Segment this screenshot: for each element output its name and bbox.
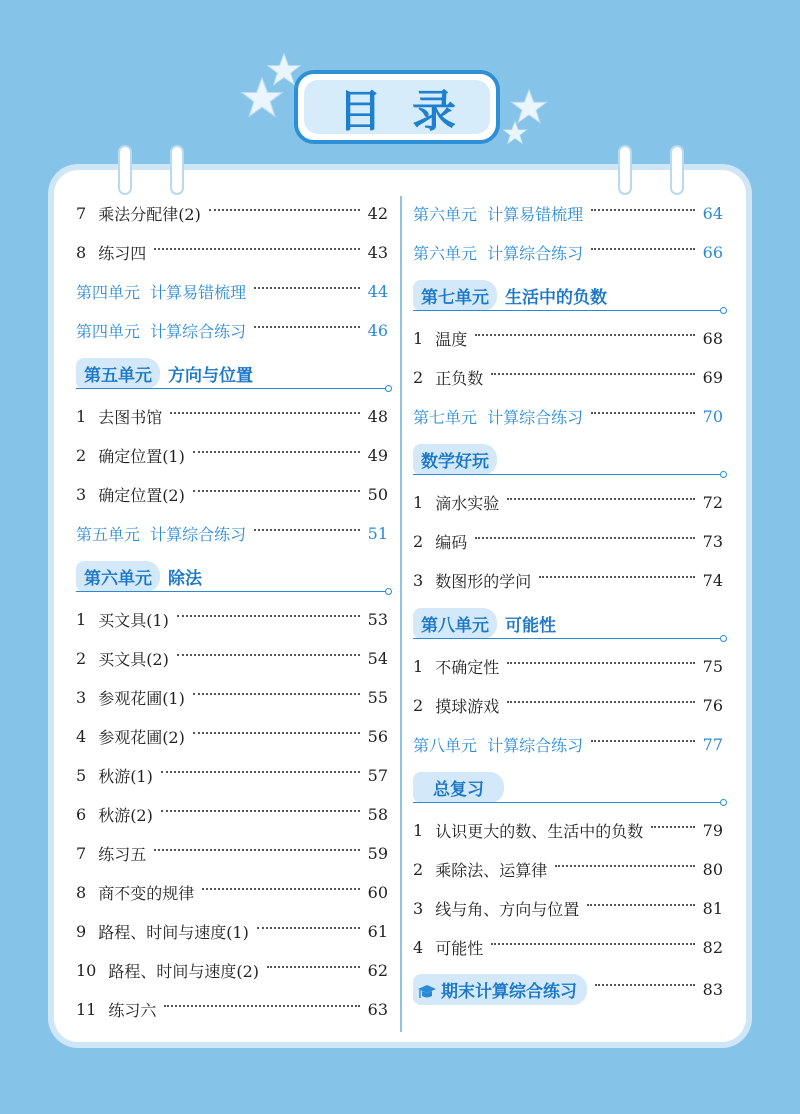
leader-dots: [202, 888, 359, 890]
title-box: [294, 70, 500, 144]
page-number: 46: [367, 321, 388, 340]
entry-label: 确定位置(2): [98, 486, 185, 505]
toc-entry[interactable]: [76, 475, 388, 514]
page-number: 73: [702, 532, 723, 551]
toc-entry[interactable]: [413, 561, 723, 600]
section-header: [76, 557, 388, 596]
entry-label: 确定位置(1): [98, 447, 185, 466]
leader-dots: [555, 865, 694, 867]
section-title: 除法: [168, 569, 202, 589]
page-number: 83: [702, 979, 723, 999]
entry-label: 买文具(2): [98, 650, 169, 669]
page-title: 目录: [338, 86, 486, 137]
entry-number: 1: [413, 493, 424, 512]
entry-label: 第六单元 计算综合练习: [413, 244, 584, 263]
toc-entry[interactable]: [76, 873, 388, 912]
entry-label: 乘除法、运算律: [435, 861, 548, 880]
page-number: 43: [367, 243, 388, 262]
leader-dots: [475, 334, 694, 336]
section-tag: 第八单元: [413, 608, 497, 639]
page-number: 51: [367, 524, 388, 543]
entry-label: 第八单元 计算综合练习: [413, 736, 584, 755]
entry-label: 第六单元 计算易错梳理: [413, 205, 584, 224]
toc-entry[interactable]: [413, 725, 723, 764]
leader-dots: [164, 1005, 359, 1007]
entry-label: 参观花圃(1): [98, 689, 185, 708]
page-number: 54: [367, 649, 388, 668]
leader-dots: [254, 326, 359, 328]
toc-entry[interactable]: [76, 717, 388, 756]
binder-ring: [118, 145, 132, 195]
section-header: [413, 768, 723, 807]
page-number: 49: [367, 446, 388, 465]
leader-dots: [491, 943, 694, 945]
page-number: 74: [702, 571, 723, 590]
leader-dots: [254, 287, 359, 289]
toc-left-column: [76, 194, 388, 1029]
toc-entry[interactable]: [76, 194, 388, 233]
entry-label: 参观花圃(2): [98, 728, 185, 747]
entry-number: 1: [413, 657, 424, 676]
toc-entry[interactable]: [413, 483, 723, 522]
section-header: [76, 354, 388, 393]
entry-label: 温度: [435, 330, 468, 349]
entry-label: 数图形的学问: [435, 572, 532, 591]
entry-label: 秋游(1): [98, 767, 153, 786]
entry-label: 第四单元 计算综合练习: [76, 322, 247, 341]
entry-number: 7: [76, 844, 87, 863]
entry-label: 练习四: [98, 244, 147, 263]
leader-dots: [591, 740, 694, 742]
entry-number: 1: [413, 821, 424, 840]
toc-entry[interactable]: [76, 678, 388, 717]
entry-label: 可能性: [435, 939, 484, 958]
entry-label: 第四单元 计算易错梳理: [76, 283, 247, 302]
section-title: 生活中的负数: [505, 288, 607, 308]
entry-number: 9: [76, 922, 87, 941]
page-number: 48: [367, 407, 388, 426]
toc-right-column: [413, 194, 723, 1011]
leader-dots: [177, 654, 360, 656]
entry-number: 3: [413, 899, 424, 918]
column-divider: [400, 196, 402, 1032]
entry-number: 3: [76, 688, 87, 707]
leader-dots: [193, 693, 360, 695]
section-title: 可能性: [505, 616, 556, 636]
toc-entry[interactable]: [413, 811, 723, 850]
entry-number: 6: [76, 805, 87, 824]
entry-number: 2: [413, 860, 424, 879]
leader-dots: [475, 537, 694, 539]
page-number: 68: [702, 329, 723, 348]
page-number: 44: [367, 282, 388, 301]
entry-label: 正负数: [435, 369, 484, 388]
star-icon: [502, 120, 528, 146]
leader-dots: [257, 927, 360, 929]
page-number: 60: [367, 883, 388, 902]
entry-label: 线与角、方向与位置: [435, 900, 580, 919]
entry-number: 2: [413, 696, 424, 715]
entry-label: 不确定性: [435, 658, 500, 677]
section-tag: 第六单元: [76, 561, 160, 592]
entry-number: 4: [413, 938, 424, 957]
graduation-cap-icon: [417, 983, 437, 1001]
page-number: 80: [702, 860, 723, 879]
toc-entry[interactable]: [413, 319, 723, 358]
leader-dots: [587, 904, 694, 906]
toc-entry[interactable]: [76, 951, 388, 990]
page-number: 70: [702, 407, 723, 426]
title-area: [230, 48, 560, 158]
entry-label: 认识更大的数、生活中的负数: [435, 822, 644, 841]
leader-dots: [193, 451, 360, 453]
entry-label: 去图书馆: [98, 408, 163, 427]
page-number: 77: [702, 735, 723, 754]
leader-dots: [591, 412, 694, 414]
section-tag: 数学好玩: [413, 444, 497, 475]
page-number: 42: [367, 204, 388, 223]
leader-dots: [193, 732, 360, 734]
leader-dots: [161, 771, 360, 773]
toc-entry[interactable]: [76, 600, 388, 639]
page-number: 75: [702, 657, 723, 676]
toc-entry[interactable]: [413, 397, 723, 436]
entry-number: 1: [413, 329, 424, 348]
page-number: 53: [367, 610, 388, 629]
page-number: 63: [367, 1000, 388, 1019]
entry-number: 7: [76, 204, 87, 223]
entry-number: 3: [76, 485, 87, 504]
toc-entry[interactable]: [413, 522, 723, 561]
entry-number: 10: [76, 961, 97, 980]
page-number: 66: [702, 243, 723, 262]
toc-entry[interactable]: [76, 912, 388, 951]
toc-entry[interactable]: [413, 233, 723, 272]
leader-dots: [154, 849, 359, 851]
entry-number: 2: [413, 532, 424, 551]
toc-entry-final[interactable]: [413, 967, 723, 1011]
entry-number: 8: [76, 883, 87, 902]
section-tag: 总复习: [413, 772, 504, 803]
entry-label: 路程、时间与速度(2): [108, 962, 260, 981]
leader-dots: [507, 701, 694, 703]
toc-entry[interactable]: [76, 514, 388, 553]
leader-dots: [491, 373, 694, 375]
entry-label: 乘法分配律(2): [98, 205, 201, 224]
final-label: 期末计算综合练习: [441, 981, 577, 1002]
page-number: 61: [367, 922, 388, 941]
leader-dots: [267, 966, 360, 968]
entry-label: 摸球游戏: [435, 697, 500, 716]
leader-dots: [161, 810, 360, 812]
page-number: 69: [702, 368, 723, 387]
section-tag: 第五单元: [76, 358, 160, 389]
entry-number: 1: [76, 610, 87, 629]
toc-entry[interactable]: [76, 272, 388, 311]
toc-entry[interactable]: [76, 397, 388, 436]
entry-label: 第五单元 计算综合练习: [76, 525, 247, 544]
section-header: [413, 276, 723, 315]
binder-ring: [170, 145, 184, 195]
page-number: 79: [702, 821, 723, 840]
toc-entry[interactable]: [76, 834, 388, 873]
entry-number: 2: [413, 368, 424, 387]
toc-entry[interactable]: [413, 850, 723, 889]
leader-dots: [170, 412, 359, 414]
entry-label: 秋游(2): [98, 806, 153, 825]
leader-dots: [254, 529, 359, 531]
entry-label: 练习五: [98, 845, 147, 864]
toc-entry[interactable]: [76, 639, 388, 678]
entry-label: 商不变的规律: [98, 884, 195, 903]
binder-ring: [670, 145, 684, 195]
section-header: [413, 604, 723, 643]
page-number: 62: [367, 961, 388, 980]
page-number: 58: [367, 805, 388, 824]
entry-number: 11: [76, 1000, 97, 1019]
toc-entry[interactable]: [76, 436, 388, 475]
binder-ring: [618, 145, 632, 195]
page-number: 64: [702, 204, 723, 223]
toc-entry[interactable]: [413, 358, 723, 397]
page-number: 50: [367, 485, 388, 504]
toc-entry[interactable]: [76, 990, 388, 1029]
entry-number: 5: [76, 766, 87, 785]
page-number: 56: [367, 727, 388, 746]
leader-dots: [651, 826, 694, 828]
entry-number: 8: [76, 243, 87, 262]
leader-dots: [507, 662, 694, 664]
toc-entry[interactable]: [413, 889, 723, 928]
section-title: 方向与位置: [168, 366, 253, 386]
toc-entry[interactable]: [413, 194, 723, 233]
page-number: 59: [367, 844, 388, 863]
toc-entry[interactable]: [76, 756, 388, 795]
page-number: 72: [702, 493, 723, 512]
page-number: 76: [702, 696, 723, 715]
entry-label: 买文具(1): [98, 611, 169, 630]
toc-entry[interactable]: [76, 795, 388, 834]
leader-dots: [591, 248, 694, 250]
entry-number: 2: [76, 649, 87, 668]
entry-number: 4: [76, 727, 87, 746]
leader-dots: [591, 209, 694, 211]
section-tag: 第七单元: [413, 280, 497, 311]
entry-label: 编码: [435, 533, 468, 552]
toc-entry[interactable]: [76, 311, 388, 350]
leader-dots: [193, 490, 360, 492]
toc-entry[interactable]: [76, 233, 388, 272]
leader-dots: [154, 248, 359, 250]
toc-entry[interactable]: [413, 686, 723, 725]
toc-entry[interactable]: [413, 647, 723, 686]
page-number: 57: [367, 766, 388, 785]
leader-dots: [177, 615, 360, 617]
toc-entry[interactable]: [413, 928, 723, 967]
entry-label: 路程、时间与速度(1): [98, 923, 249, 942]
entry-label: 滴水实验: [435, 494, 500, 513]
page-number: 55: [367, 688, 388, 707]
page-number: 82: [702, 938, 723, 957]
page-number: 81: [702, 899, 723, 918]
entry-number: 1: [76, 407, 87, 426]
leader-dots: [209, 209, 360, 211]
leader-dots: [539, 576, 694, 578]
entry-number: 3: [413, 571, 424, 590]
entry-number: 2: [76, 446, 87, 465]
section-header: [413, 440, 723, 479]
entry-label: 练习六: [108, 1001, 157, 1020]
leader-dots: [507, 498, 694, 500]
entry-label: 第七单元 计算综合练习: [413, 408, 584, 427]
